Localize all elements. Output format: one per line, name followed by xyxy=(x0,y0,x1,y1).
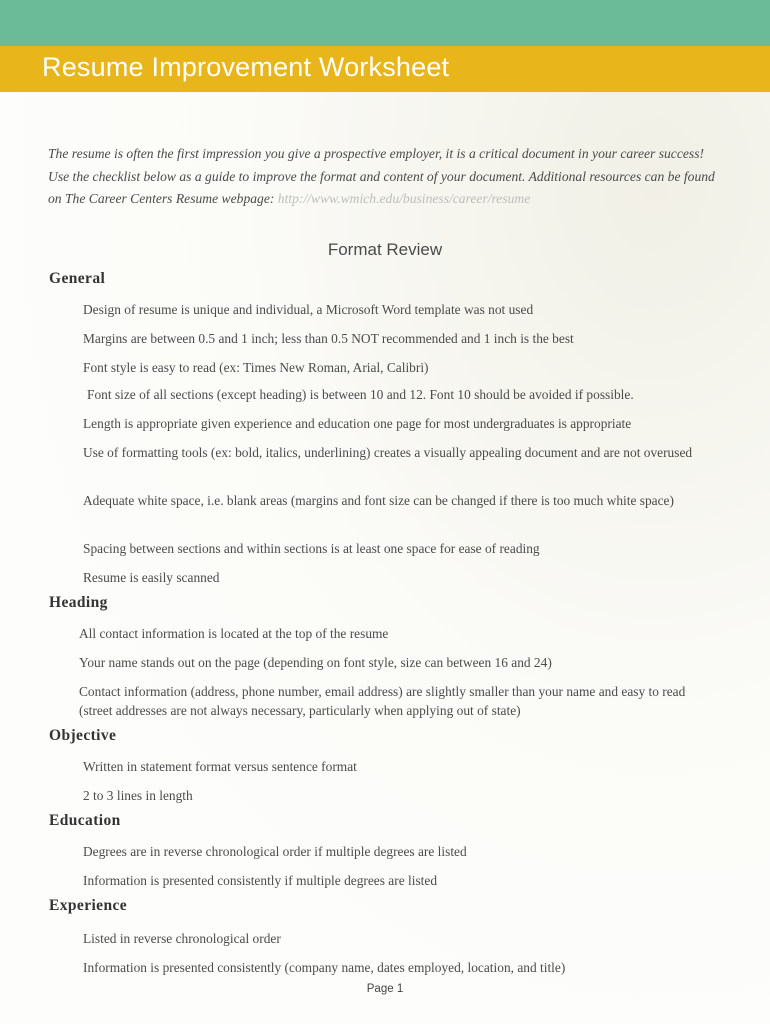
category-objective: Objective xyxy=(49,727,117,744)
checklist-item: 2 to 3 lines in length xyxy=(83,788,193,803)
intro-text: The resume is often the first impression you give a prospective employer, it is a critical document in your career success! Use the checklist below as a guide to improve the format and content of your document. Additional resources can be found on The Career Centers Resume webpage: xyxy=(48,146,715,206)
checklist-item: All contact information is located at the top of the resume xyxy=(79,626,389,641)
checklist-item: Adequate white space, i.e. blank areas (margins and font size can be changed if there is too much white space) xyxy=(83,493,674,508)
checklist-item: Information is presented consistently (company name, dates employed, location, and title) xyxy=(83,960,566,975)
checklist-item: Listed in reverse chronological order xyxy=(83,931,281,946)
checklist-item: Margins are between 0.5 and 1 inch; less than 0.5 NOT recommended and 1 inch is the best xyxy=(83,331,574,346)
category-general: General xyxy=(49,270,106,287)
title-band xyxy=(0,46,770,92)
checklist-item: Length is appropriate given experience and education one page for most undergraduates is appropriate xyxy=(83,416,632,431)
checklist-item: Your name stands out on the page (depending on font style, size can between 16 and 24) xyxy=(79,655,552,670)
intro-paragraph xyxy=(48,143,716,211)
checklist-item: Written in statement format versus sentence format xyxy=(83,759,357,774)
checklist-item: Contact information (address, phone number, email address) are slightly smaller than your name and easy to read (street addresses are not always necessary, particularly when applying out of state) xyxy=(79,684,686,718)
checklist-item: Resume is easily scanned xyxy=(83,570,220,585)
page-title: Resume Improvement Worksheet xyxy=(42,52,450,82)
checklist-item: Information is presented consistently if multiple degrees are listed xyxy=(83,873,438,888)
top-color-band xyxy=(0,0,770,46)
resume-webpage-link[interactable]: http://www.wmich.edu/business/career/resume xyxy=(277,191,531,206)
checklist-item: Font size of all sections (except heading) is between 10 and 12. Font 10 should be avoided if possible. xyxy=(87,387,634,402)
category-experience: Experience xyxy=(49,897,128,914)
category-education: Education xyxy=(49,812,121,829)
checklist-item: Spacing between sections and within sections is at least one space for ease of reading xyxy=(83,541,540,556)
page-number: Page 1 xyxy=(366,983,404,995)
checklist-item: Degrees are in reverse chronological order if multiple degrees are listed xyxy=(83,844,467,859)
checklist-item: Use of formatting tools (ex: bold, italics, underlining) creates a visually appealing document and are not overused xyxy=(83,445,693,460)
checklist-item: Design of resume is unique and individual, a Microsoft Word template was not used xyxy=(83,302,534,317)
section-title: Format Review xyxy=(327,240,443,259)
category-heading: Heading xyxy=(49,594,108,611)
checklist-item: Font style is easy to read (ex: Times New Roman, Arial, Calibri) xyxy=(83,360,429,375)
